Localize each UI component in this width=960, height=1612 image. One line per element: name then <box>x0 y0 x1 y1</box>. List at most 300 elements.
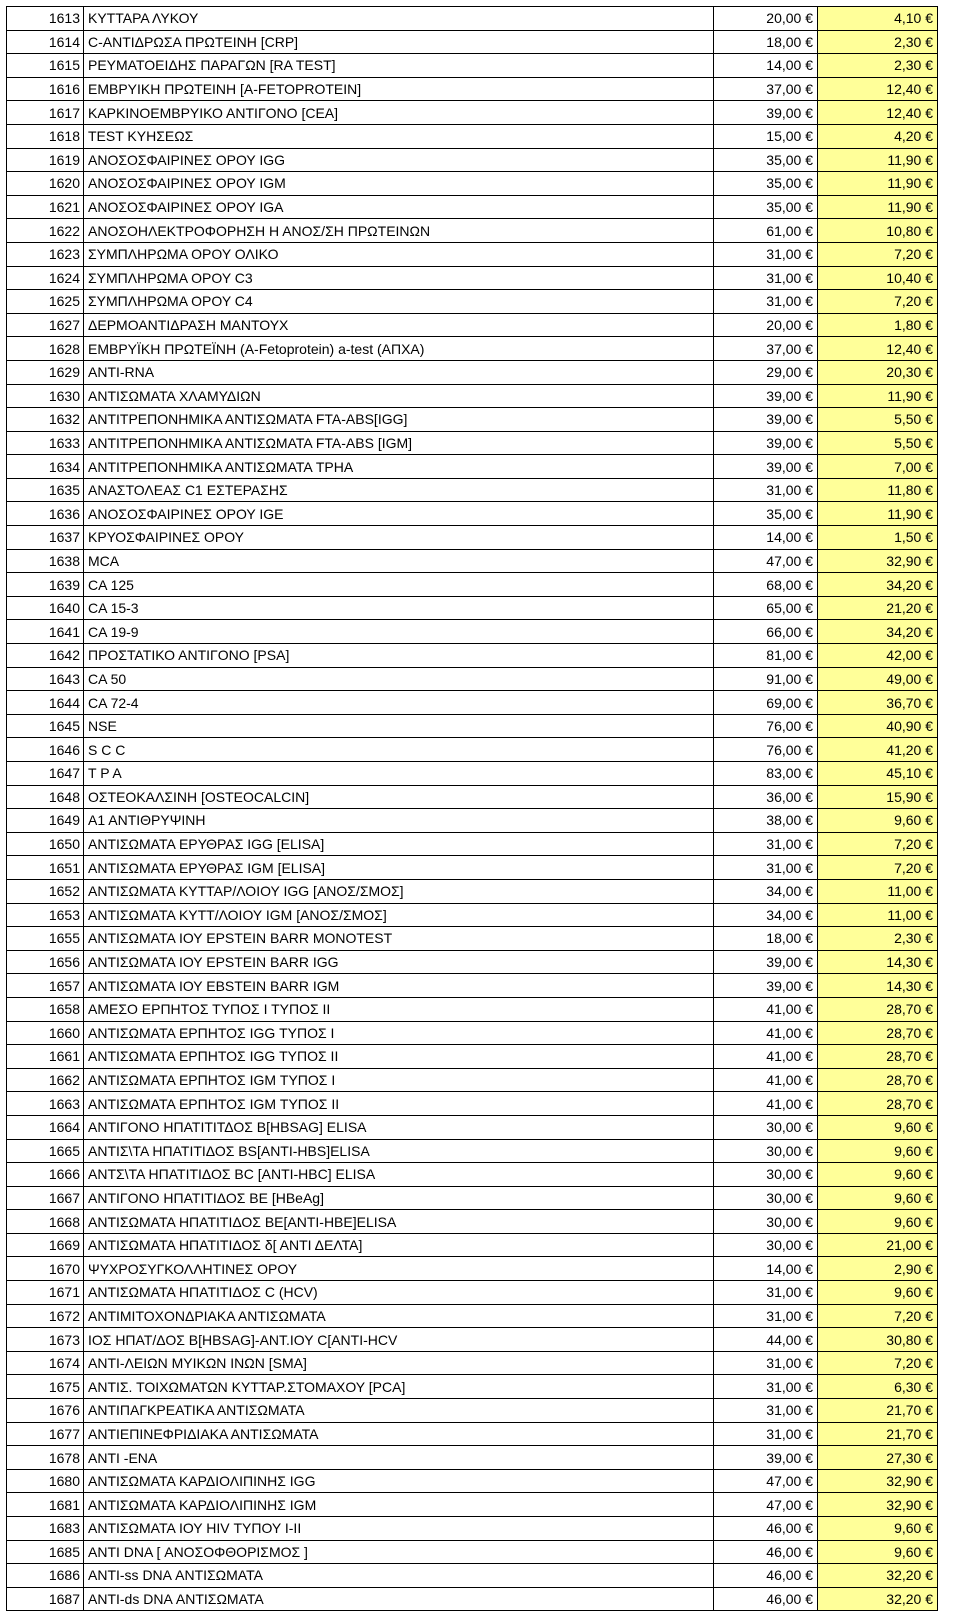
table-row <box>7 1564 938 1588</box>
price-cell: 14,00 € <box>714 526 818 550</box>
table-row <box>7 1540 938 1564</box>
table-row <box>7 1493 938 1517</box>
price-cell: 30,00 € <box>714 1210 818 1234</box>
fee-cell: 32,90 € <box>818 1493 938 1517</box>
exam-name-cell: ΚΥΤΤΑΡΑ ΛΥΚΟΥ <box>84 7 714 31</box>
exam-code-cell: 1673 <box>7 1328 84 1352</box>
fee-cell: 9,60 € <box>818 1540 938 1564</box>
price-cell: 39,00 € <box>714 384 818 408</box>
exam-code-cell: 1632 <box>7 408 84 432</box>
exam-code-cell: 1649 <box>7 809 84 833</box>
price-cell: 76,00 € <box>714 738 818 762</box>
exam-code-cell: 1655 <box>7 927 84 951</box>
table-row <box>7 195 938 219</box>
price-cell: 76,00 € <box>714 714 818 738</box>
price-cell: 31,00 € <box>714 1399 818 1423</box>
fee-cell: 21,70 € <box>818 1422 938 1446</box>
exam-name-cell: ΑΝΟΣΟΣΦΑΙΡΙΝΕΣ ΟΡΟΥ IGE <box>84 502 714 526</box>
table-row <box>7 997 938 1021</box>
price-cell: 18,00 € <box>714 30 818 54</box>
fee-cell: 5,50 € <box>818 408 938 432</box>
table-row <box>7 502 938 526</box>
price-cell: 14,00 € <box>714 1257 818 1281</box>
table-row <box>7 290 938 314</box>
table-row <box>7 1186 938 1210</box>
price-cell: 39,00 € <box>714 1446 818 1470</box>
fee-cell: 28,70 € <box>818 1068 938 1092</box>
price-table-body <box>7 7 938 1611</box>
table-row <box>7 950 938 974</box>
exam-code-cell: 1678 <box>7 1446 84 1470</box>
fee-cell: 2,30 € <box>818 927 938 951</box>
fee-cell: 20,30 € <box>818 360 938 384</box>
fee-cell: 9,60 € <box>818 809 938 833</box>
exam-name-cell: ΑΝΤΙΣΩΜΑΤΑ ΙΟΥ HIV ΤΥΠΟΥ I-II <box>84 1517 714 1541</box>
exam-name-cell: ΨΥΧΡΟΣΥΓΚΟΛΛΗΤΙΝΕΣ ΟΡΟΥ <box>84 1257 714 1281</box>
exam-code-cell: 1669 <box>7 1233 84 1257</box>
fee-cell: 28,70 € <box>818 1045 938 1069</box>
exam-code-cell: 1630 <box>7 384 84 408</box>
exam-code-cell: 1644 <box>7 691 84 715</box>
fee-cell: 10,40 € <box>818 266 938 290</box>
fee-cell: 1,80 € <box>818 313 938 337</box>
exam-name-cell: ΔΕΡΜΟΑΝΤΙΔΡΑΣΗ ΜΑΝΤΟΥΧ <box>84 313 714 337</box>
exam-name-cell: ΠΡΟΣΤΑΤΙΚΟ ΑΝΤΙΓΟΝΟ [PSA] <box>84 644 714 668</box>
table-row <box>7 691 938 715</box>
exam-name-cell: ΑΝΤΙΕΠΙΝΕΦΡΙΔΙΑΚΑ ΑΝΤΙΣΩΜΑΤΑ <box>84 1422 714 1446</box>
fee-cell: 14,30 € <box>818 950 938 974</box>
fee-cell: 4,20 € <box>818 124 938 148</box>
price-cell: 47,00 € <box>714 549 818 573</box>
table-row <box>7 1351 938 1375</box>
price-cell: 31,00 € <box>714 266 818 290</box>
exam-name-cell: ΑΝΤΙΣΩΜΑΤΑ ΗΠΑΤΙΤΙΔΟΣ BE[ANTI-HBE]ELISA <box>84 1210 714 1234</box>
price-cell: 81,00 € <box>714 644 818 668</box>
price-cell: 35,00 € <box>714 195 818 219</box>
table-row <box>7 408 938 432</box>
exam-code-cell: 1621 <box>7 195 84 219</box>
price-cell: 30,00 € <box>714 1139 818 1163</box>
fee-cell: 7,20 € <box>818 832 938 856</box>
table-row <box>7 455 938 479</box>
exam-name-cell: ΑΝΤΙΜΙΤΟΧΟΝΔΡΙΑΚΑ ΑΝΤΙΣΩΜΑΤΑ <box>84 1304 714 1328</box>
price-cell: 44,00 € <box>714 1328 818 1352</box>
price-cell: 14,00 € <box>714 54 818 78</box>
fee-cell: 12,40 € <box>818 101 938 125</box>
table-row <box>7 148 938 172</box>
exam-code-cell: 1653 <box>7 903 84 927</box>
exam-code-cell: 1663 <box>7 1092 84 1116</box>
exam-name-cell: ΑΝΤΙΣΩΜΑΤΑ ΙΟΥ EBSTEIN BARR IGM <box>84 974 714 998</box>
table-row <box>7 1045 938 1069</box>
exam-code-cell: 1687 <box>7 1587 84 1611</box>
table-row <box>7 478 938 502</box>
price-cell: 47,00 € <box>714 1469 818 1493</box>
exam-name-cell: ΑΝΤΙΤΡΕΠΟΝΗΜΙΚΑ ΑΝΤΙΣΩΜΑΤΑ FTA-ABS[IGG] <box>84 408 714 432</box>
fee-cell: 28,70 € <box>818 1092 938 1116</box>
table-row <box>7 360 938 384</box>
exam-code-cell: 1620 <box>7 172 84 196</box>
exam-name-cell: ΑΝΟΣΟΗΛΕΚΤΡΟΦΟΡΗΣΗ Η ΑΝΟΣ/ΣΗ ΠΡΩΤΕΙΝΩΝ <box>84 219 714 243</box>
fee-cell: 11,90 € <box>818 148 938 172</box>
exam-code-cell: 1633 <box>7 431 84 455</box>
table-row <box>7 1328 938 1352</box>
table-row <box>7 738 938 762</box>
exam-code-cell: 1619 <box>7 148 84 172</box>
fee-cell: 28,70 € <box>818 997 938 1021</box>
exam-code-cell: 1623 <box>7 242 84 266</box>
fee-cell: 7,20 € <box>818 1351 938 1375</box>
table-row <box>7 30 938 54</box>
table-row <box>7 1233 938 1257</box>
fee-cell: 6,30 € <box>818 1375 938 1399</box>
exam-name-cell: ΑΝΤΙΣΩΜΑΤΑ ΕΡΥΘΡΑΣ IGG [ELISA] <box>84 832 714 856</box>
exam-code-cell: 1643 <box>7 667 84 691</box>
exam-code-cell: 1656 <box>7 950 84 974</box>
price-cell: 46,00 € <box>714 1587 818 1611</box>
exam-name-cell: CA 125 <box>84 573 714 597</box>
exam-code-cell: 1618 <box>7 124 84 148</box>
table-row <box>7 903 938 927</box>
price-cell: 83,00 € <box>714 762 818 786</box>
exam-code-cell: 1617 <box>7 101 84 125</box>
exam-code-cell: 1642 <box>7 644 84 668</box>
exam-code-cell: 1652 <box>7 879 84 903</box>
fee-cell: 27,30 € <box>818 1446 938 1470</box>
exam-name-cell: ΑΝΤΙΣΩΜΑΤΑ ΧΛΑΜΥΔΙΩΝ <box>84 384 714 408</box>
exam-code-cell: 1658 <box>7 997 84 1021</box>
exam-name-cell: ΑΝΤΙ DNA [ ΑΝΟΣΟΦΘΟΡΙΣΜΟΣ ] <box>84 1540 714 1564</box>
table-row <box>7 219 938 243</box>
exam-name-cell: ΑΝΤΙΣΩΜΑΤΑ ΚΥΤΤΑΡ/ΛΟΙΟΥ IGG [ΑΝΟΣ/ΣΜΟΣ] <box>84 879 714 903</box>
exam-name-cell: ΑΝΤΙΣΩΜΑΤΑ ΗΠΑΤΙΤΙΔΟΣ δ[ ΑΝΤΙ ΔΕΛΤΑ] <box>84 1233 714 1257</box>
price-cell: 91,00 € <box>714 667 818 691</box>
price-cell: 34,00 € <box>714 879 818 903</box>
table-row <box>7 927 938 951</box>
table-row <box>7 1115 938 1139</box>
exam-name-cell: CA 15-3 <box>84 596 714 620</box>
price-cell: 31,00 € <box>714 242 818 266</box>
exam-name-cell: ΑΝΤΙΣΩΜΑΤΑ ΚΑΡΔΙΟΛΙΠΙΝΗΣ IGG <box>84 1469 714 1493</box>
fee-cell: 14,30 € <box>818 974 938 998</box>
exam-name-cell: C-ΑΝΤΙΔΡΩΣΑ ΠΡΩΤΕΙΝΗ [CRP] <box>84 30 714 54</box>
exam-code-cell: 1646 <box>7 738 84 762</box>
fee-cell: 7,20 € <box>818 290 938 314</box>
fee-cell: 11,00 € <box>818 903 938 927</box>
price-cell: 18,00 € <box>714 927 818 951</box>
exam-name-cell: ΚΡΥΟΣΦΑΙΡΙΝΕΣ ΟΡΟΥ <box>84 526 714 550</box>
exam-name-cell: ΑΝΤΙΣ. ΤΟΙΧΩΜΑΤΩΝ ΚΥΤΤΑΡ.ΣΤΟΜΑΧΟΥ [PCA] <box>84 1375 714 1399</box>
exam-name-cell: S C C <box>84 738 714 762</box>
table-row <box>7 1304 938 1328</box>
price-cell: 20,00 € <box>714 7 818 31</box>
table-row <box>7 431 938 455</box>
table-row <box>7 809 938 833</box>
exam-code-cell: 1613 <box>7 7 84 31</box>
fee-cell: 12,40 € <box>818 337 938 361</box>
price-cell: 30,00 € <box>714 1186 818 1210</box>
price-cell: 34,00 € <box>714 903 818 927</box>
fee-cell: 34,20 € <box>818 573 938 597</box>
price-table <box>6 6 938 1611</box>
exam-name-cell: ΑΝΤΙΠΑΓΚΡΕΑΤΙΚΑ ΑΝΤΙΣΩΜΑΤΑ <box>84 1399 714 1423</box>
exam-code-cell: 1628 <box>7 337 84 361</box>
price-cell: 38,00 € <box>714 809 818 833</box>
table-row <box>7 644 938 668</box>
exam-code-cell: 1625 <box>7 290 84 314</box>
fee-cell: 34,20 € <box>818 620 938 644</box>
table-row <box>7 337 938 361</box>
exam-code-cell: 1636 <box>7 502 84 526</box>
table-row <box>7 1210 938 1234</box>
fee-cell: 4,10 € <box>818 7 938 31</box>
fee-cell: 9,60 € <box>818 1139 938 1163</box>
exam-code-cell: 1637 <box>7 526 84 550</box>
price-cell: 36,00 € <box>714 785 818 809</box>
price-cell: 41,00 € <box>714 997 818 1021</box>
exam-name-cell: CA 50 <box>84 667 714 691</box>
fee-cell: 21,70 € <box>818 1399 938 1423</box>
table-row <box>7 1422 938 1446</box>
price-cell: 69,00 € <box>714 691 818 715</box>
table-row <box>7 762 938 786</box>
table-row <box>7 1587 938 1611</box>
exam-code-cell: 1624 <box>7 266 84 290</box>
exam-code-cell: 1667 <box>7 1186 84 1210</box>
exam-code-cell: 1638 <box>7 549 84 573</box>
table-row <box>7 313 938 337</box>
price-cell: 31,00 € <box>714 1281 818 1305</box>
price-cell: 35,00 € <box>714 148 818 172</box>
exam-code-cell: 1670 <box>7 1257 84 1281</box>
fee-cell: 21,20 € <box>818 596 938 620</box>
exam-name-cell: ΑΝΟΣΟΣΦΑΙΡΙΝΕΣ ΟΡΟΥ IGG <box>84 148 714 172</box>
table-row <box>7 1092 938 1116</box>
exam-code-cell: 1616 <box>7 77 84 101</box>
table-row <box>7 596 938 620</box>
exam-name-cell: ΑΝΤΙΣΩΜΑΤΑ ΕΡΠΗΤΟΣ IGG ΤΥΠΟΣ ΙΙ <box>84 1045 714 1069</box>
fee-cell: 42,00 € <box>818 644 938 668</box>
table-row <box>7 785 938 809</box>
price-cell: 35,00 € <box>714 172 818 196</box>
exam-code-cell: 1662 <box>7 1068 84 1092</box>
exam-code-cell: 1614 <box>7 30 84 54</box>
fee-cell: 41,20 € <box>818 738 938 762</box>
table-row <box>7 832 938 856</box>
exam-name-cell: ΕΜΒΡΥΪΚΗ ΠΡΩΤΕΪΝΗ (A-Fetoprotein) a-test (ΑΠΧΑ) <box>84 337 714 361</box>
table-row <box>7 1469 938 1493</box>
table-row <box>7 242 938 266</box>
exam-name-cell: ΑΝΤΙΣΩΜΑΤΑ ΙΟΥ EPSTEIN BARR MONOTEST <box>84 927 714 951</box>
table-row <box>7 266 938 290</box>
exam-name-cell: ΑΝΤΙ-ΛΕΙΩΝ ΜΥΙΚΩΝ ΙΝΩΝ [SMA] <box>84 1351 714 1375</box>
table-row <box>7 172 938 196</box>
fee-cell: 7,20 € <box>818 856 938 880</box>
exam-code-cell: 1650 <box>7 832 84 856</box>
fee-cell: 32,90 € <box>818 1469 938 1493</box>
fee-cell: 2,30 € <box>818 30 938 54</box>
exam-code-cell: 1615 <box>7 54 84 78</box>
exam-code-cell: 1668 <box>7 1210 84 1234</box>
price-cell: 41,00 € <box>714 1045 818 1069</box>
fee-cell: 5,50 € <box>818 431 938 455</box>
table-row <box>7 7 938 31</box>
exam-code-cell: 1640 <box>7 596 84 620</box>
exam-code-cell: 1685 <box>7 1540 84 1564</box>
table-row <box>7 1375 938 1399</box>
table-row <box>7 1068 938 1092</box>
price-cell: 39,00 € <box>714 431 818 455</box>
exam-code-cell: 1634 <box>7 455 84 479</box>
fee-cell: 9,60 € <box>818 1281 938 1305</box>
price-cell: 41,00 € <box>714 1068 818 1092</box>
exam-code-cell: 1657 <box>7 974 84 998</box>
exam-name-cell: T P A <box>84 762 714 786</box>
exam-code-cell: 1651 <box>7 856 84 880</box>
table-row <box>7 667 938 691</box>
table-row <box>7 54 938 78</box>
fee-cell: 36,70 € <box>818 691 938 715</box>
table-row <box>7 620 938 644</box>
table-row <box>7 1517 938 1541</box>
fee-cell: 15,90 € <box>818 785 938 809</box>
table-row <box>7 1139 938 1163</box>
price-cell: 46,00 € <box>714 1540 818 1564</box>
fee-cell: 10,80 € <box>818 219 938 243</box>
price-cell: 41,00 € <box>714 1092 818 1116</box>
exam-name-cell: ΕΜΒΡΥΙΚΗ ΠΡΩΤΕΙΝΗ [A-FETOPROTEIN] <box>84 77 714 101</box>
table-row <box>7 974 938 998</box>
fee-cell: 2,90 € <box>818 1257 938 1281</box>
exam-name-cell: ΚΑΡΚΙΝΟΕΜΒΡΥΙΚΟ ΑΝΤΙΓΟΝΟ [CEA] <box>84 101 714 125</box>
exam-name-cell: ΑΝΤΙΣΩΜΑΤΑ ΕΡΥΘΡΑΣ IGM [ELISA] <box>84 856 714 880</box>
table-row <box>7 77 938 101</box>
exam-code-cell: 1665 <box>7 1139 84 1163</box>
exam-name-cell: Α1 ΑΝΤΙΘΡΥΨΙΝΗ <box>84 809 714 833</box>
table-row <box>7 526 938 550</box>
price-cell: 31,00 € <box>714 1304 818 1328</box>
price-cell: 31,00 € <box>714 1351 818 1375</box>
exam-name-cell: ΣΥΜΠΛΗΡΩΜΑ ΟΡΟΥ C3 <box>84 266 714 290</box>
fee-cell: 11,90 € <box>818 502 938 526</box>
exam-name-cell: ΑΝΤΙΤΡΕΠΟΝΗΜΙΚΑ ΑΝΤΙΣΩΜΑΤΑ TPHA <box>84 455 714 479</box>
table-row <box>7 1281 938 1305</box>
price-cell: 31,00 € <box>714 1422 818 1446</box>
exam-name-cell: ΑΝΤΣ\ΤΑ ΗΠΑΤΙΤΙΔΟΣ BC [ANTI-HBC] ELISA <box>84 1163 714 1187</box>
fee-cell: 30,80 € <box>818 1328 938 1352</box>
price-cell: 30,00 € <box>714 1115 818 1139</box>
exam-code-cell: 1639 <box>7 573 84 597</box>
price-cell: 39,00 € <box>714 408 818 432</box>
table-row <box>7 1446 938 1470</box>
exam-name-cell: ANTI-ss DNA ΑΝΤΙΣΩΜΑΤΑ <box>84 1564 714 1588</box>
exam-code-cell: 1671 <box>7 1281 84 1305</box>
table-row <box>7 856 938 880</box>
price-cell: 46,00 € <box>714 1517 818 1541</box>
price-cell: 30,00 € <box>714 1163 818 1187</box>
exam-name-cell: NSE <box>84 714 714 738</box>
fee-cell: 11,90 € <box>818 195 938 219</box>
exam-code-cell: 1686 <box>7 1564 84 1588</box>
exam-name-cell: ANTI-ds DNA ΑΝΤΙΣΩΜΑΤΑ <box>84 1587 714 1611</box>
fee-cell: 11,80 € <box>818 478 938 502</box>
exam-code-cell: 1661 <box>7 1045 84 1069</box>
exam-code-cell: 1677 <box>7 1422 84 1446</box>
exam-code-cell: 1660 <box>7 1021 84 1045</box>
exam-code-cell: 1672 <box>7 1304 84 1328</box>
price-cell: 46,00 € <box>714 1564 818 1588</box>
table-row <box>7 1399 938 1423</box>
fee-cell: 49,00 € <box>818 667 938 691</box>
exam-name-cell: ΟΣΤΕΟΚΑΛΣΙΝΗ [OSTEOCALCIN] <box>84 785 714 809</box>
price-cell: 65,00 € <box>714 596 818 620</box>
exam-name-cell: MCA <box>84 549 714 573</box>
price-cell: 31,00 € <box>714 1375 818 1399</box>
price-cell: 31,00 € <box>714 856 818 880</box>
price-cell: 15,00 € <box>714 124 818 148</box>
exam-name-cell: ΑΝΤΙΓΟΝΟ ΗΠΑΤΙΤΙΔΟΣ ΒΕ [HBeAg] <box>84 1186 714 1210</box>
table-row <box>7 124 938 148</box>
exam-name-cell: CA 72-4 <box>84 691 714 715</box>
fee-cell: 28,70 € <box>818 1021 938 1045</box>
price-cell: 68,00 € <box>714 573 818 597</box>
exam-name-cell: ΑΝΤΙΣΩΜΑΤΑ ΗΠΑΤΙΤΙΔΟΣ C (HCV) <box>84 1281 714 1305</box>
table-row <box>7 384 938 408</box>
exam-code-cell: 1664 <box>7 1115 84 1139</box>
exam-name-cell: ΑΝΤΙΣ\ΤΑ ΗΠΑΤΙΤΙΔΟΣ BS[ANTI-HBS]ELISA <box>84 1139 714 1163</box>
exam-code-cell: 1635 <box>7 478 84 502</box>
exam-code-cell: 1666 <box>7 1163 84 1187</box>
exam-name-cell: ΑΝΤΙΣΩΜΑΤΑ ΚΥΤΤ/ΛΟΙΟΥ IGM [ΑΝΟΣ/ΣΜΟΣ] <box>84 903 714 927</box>
fee-cell: 9,60 € <box>818 1210 938 1234</box>
price-cell: 47,00 € <box>714 1493 818 1517</box>
exam-code-cell: 1647 <box>7 762 84 786</box>
price-cell: 29,00 € <box>714 360 818 384</box>
fee-cell: 45,10 € <box>818 762 938 786</box>
fee-cell: 7,00 € <box>818 455 938 479</box>
price-cell: 39,00 € <box>714 101 818 125</box>
exam-code-cell: 1680 <box>7 1469 84 1493</box>
price-cell: 61,00 € <box>714 219 818 243</box>
table-row <box>7 101 938 125</box>
exam-name-cell: ΑΝΤΙ -ΕΝΑ <box>84 1446 714 1470</box>
price-cell: 66,00 € <box>714 620 818 644</box>
price-cell: 31,00 € <box>714 832 818 856</box>
fee-cell: 32,20 € <box>818 1564 938 1588</box>
exam-name-cell: ΑΝΑΣΤΟΛΕΑΣ C1 ΕΣΤΕΡΑΣΗΣ <box>84 478 714 502</box>
price-cell: 20,00 € <box>714 313 818 337</box>
exam-name-cell: ΙΟΣ ΗΠΑΤ/ΔΟΣ Β[HBSAG]-ΑΝΤ.ΙΟΥ C[ANTI-HCV <box>84 1328 714 1352</box>
exam-name-cell: ΑΝΤΙ-RNA <box>84 360 714 384</box>
price-cell: 41,00 € <box>714 1021 818 1045</box>
exam-name-cell: ΑΝΤΙΣΩΜΑΤΑ ΚΑΡΔΙΟΛΙΠΙΝΗΣ IGM <box>84 1493 714 1517</box>
exam-name-cell: ΡΕΥΜΑΤΟΕΙΔΗΣ ΠΑΡΑΓΩΝ [RA TEST] <box>84 54 714 78</box>
fee-cell: 9,60 € <box>818 1517 938 1541</box>
exam-name-cell: ΑΝΤΙΣΩΜΑΤΑ ΕΡΠΗΤΟΣ IGM ΤΥΠΟΣ Ι <box>84 1068 714 1092</box>
exam-code-cell: 1683 <box>7 1517 84 1541</box>
exam-name-cell: ΑΝΤΙΓΟΝΟ ΗΠΑΤΙΤΙΤΔΟΣ Β[HBSAG] ELISA <box>84 1115 714 1139</box>
fee-cell: 7,20 € <box>818 242 938 266</box>
price-cell: 39,00 € <box>714 455 818 479</box>
exam-code-cell: 1675 <box>7 1375 84 1399</box>
price-cell: 37,00 € <box>714 337 818 361</box>
exam-name-cell: ΑΝΤΙΣΩΜΑΤΑ ΙΟΥ EPSTEIN BARR IGG <box>84 950 714 974</box>
fee-cell: 40,90 € <box>818 714 938 738</box>
fee-cell: 12,40 € <box>818 77 938 101</box>
price-cell: 30,00 € <box>714 1233 818 1257</box>
fee-cell: 9,60 € <box>818 1115 938 1139</box>
table-row <box>7 1163 938 1187</box>
